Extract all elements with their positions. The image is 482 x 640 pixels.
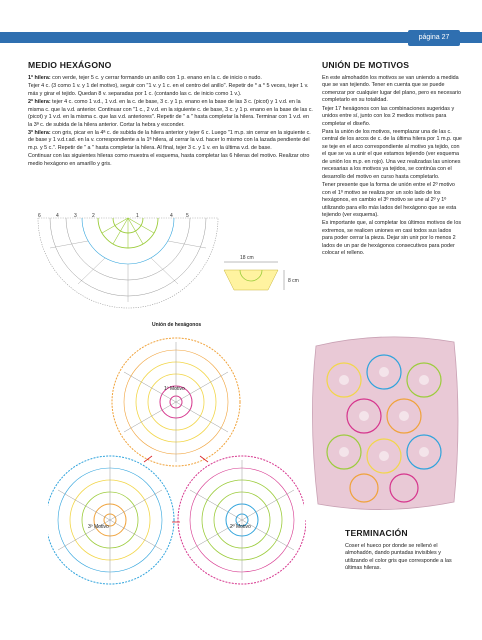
motif-3 — [48, 456, 174, 584]
dimension-width: 18 cm — [240, 255, 254, 261]
section-title-medio-hexagono: MEDIO HEXÁGONO — [28, 60, 112, 70]
hexagon-union-diagram — [48, 332, 306, 632]
row-number: 6 — [38, 213, 41, 219]
row-number: 2 — [92, 213, 95, 219]
termination-section — [345, 528, 465, 574]
half-hexagon-chart — [28, 212, 228, 312]
termination-text: Coser el hueco por donde se rellenó el almohadón, dando puntadas invisibles y utilizando el color gris que corresponde a las últimas hileras. — [345, 542, 452, 572]
size-diagram — [210, 250, 320, 310]
instruction-paragraph: 3ª hilera: con gris, picar en la 4ª c. de subida de la hilera anterior y tejer 6 c. Luego "1 m.p. sin cerrar en la siguiente c. de base y 1 v.d.r.ad. en la v. correspondiente a la 1ª hilera, al cerrar la v.d. hacer lo mismo con la lazada pendiente del m.p. y 5 c.". Repetir de " a " hasta completar la hilera. Al final, tejer 3 c. y 1 v. en la última v.d. de base. — [28, 130, 311, 151]
dimension-height: 8 cm — [288, 278, 299, 284]
row-number: 1 — [136, 213, 139, 219]
union-paragraph: Tener presente que la forma de unión entre el 2º motivo con el 1º motivo se realiza por un solo lado de los hexágonos, en cambio el 3º motivo se une al 2º y 1º utilizando para ello más lados del hexágono que se esta tejiendo (ver esquema). — [322, 182, 457, 219]
union-paragraph: Para la unión de los motivos, reemplazar una de las c. central de los arcos de c. de la última hilera por 1 m.p. que se teje en el arco correspondiente al motivo ya tejido, con el que se va a unir el que estamos tejiendo (ver esquema de unión los m.p. en rojo). Una vez realizadas las uniones necesarias a los motivos ya tejidos, se continúa con el desarrollo del motivo en curso hasta completarlo. — [322, 129, 462, 180]
motif-2 — [178, 456, 306, 584]
row-number: 3 — [74, 213, 77, 219]
motif-label: 2º Motivo — [230, 524, 251, 530]
motif-label: 1º Motivo — [164, 386, 185, 392]
page-header — [0, 0, 482, 46]
instruction-paragraph: Continuar con las siguientes hileras como muestra el esquema, hasta completar las 6 hileras del motivo. Realizar otro medio hexágono en amarillo y gris. — [28, 153, 310, 167]
cushion-photo — [304, 320, 464, 520]
page-number-tab: página 27 — [408, 30, 460, 46]
row-number: 4 — [56, 213, 59, 219]
instruction-paragraph: Tejer 4 c. (3 como 1 v. y 1 del motivo), seguir con "1 v. y 1 c. en el centro del anillo". Repetir de * a * 5 veces, tejer 1 v. más y girar el tejido. Quedan 8 v. separadas por 1 c. (contando las c. de inicio como 1 v.). — [28, 83, 309, 97]
union-paragraph: En este almohadón los motivos se van uniendo a medida que se van tejiendo. Tener en cuenta que se puede comenzar por cualquier lugar del plano, pero es necesario completarlo en su totalidad. — [322, 74, 462, 104]
union-paragraph: Tejer 17 hexágonos con las combinaciones sugeridas y unidos entre sí, junto con los 2 medios motivos para completar el diseño. — [322, 105, 455, 127]
row-number: 4 — [170, 213, 173, 219]
motif-1 — [112, 338, 240, 466]
section-title-union-motivos: UNIÓN DE MOTIVOS — [322, 60, 410, 70]
row-number: 5 — [186, 213, 189, 219]
instruction-paragraph: 1ª hilera: con verde, tejer 5 c. y cerrar formando un anillo con 1 p. enano en la c. de inicio o nudo. — [28, 74, 262, 81]
union-paragraph: Es importante que, al completar los últimos motivos de los extremos, se realicen uniones en casi todos sus lados para poder cerrar la pieza. Dejar sin unir por lo menos 2 lados de un par de hexágonos consecutivos para poder colocar el relleno. — [322, 220, 462, 257]
right-column — [322, 60, 462, 259]
instruction-paragraph: 2ª hilera: tejer 4 c. como 1 v.d., 1 v.d. en la c. de base, 3 c. y 1 p. enano en la base de las 3 c. (picot) y 1 v.d. en la misma c. que la v.d. anterior. Continuar con "1 c., 2 v.d. en la siguiente c. de base, 3 c. y 1 p. enano en la base de las c. (picot) y 1 v.d. en la misma c. que las v.d. anteriores". Repetir de " a " hasta completar la hilera. Terminar con 1 v.d. en la 3ª c. de subida de la hilera anterior. Cortar la hebra y esconder. — [28, 99, 313, 128]
section-title-terminacion: TERMINACIÓN — [345, 528, 408, 538]
left-column — [28, 60, 313, 169]
motif-label: 3º Motivo — [88, 524, 109, 530]
union-caption: Unión de hexágonos — [152, 322, 202, 328]
